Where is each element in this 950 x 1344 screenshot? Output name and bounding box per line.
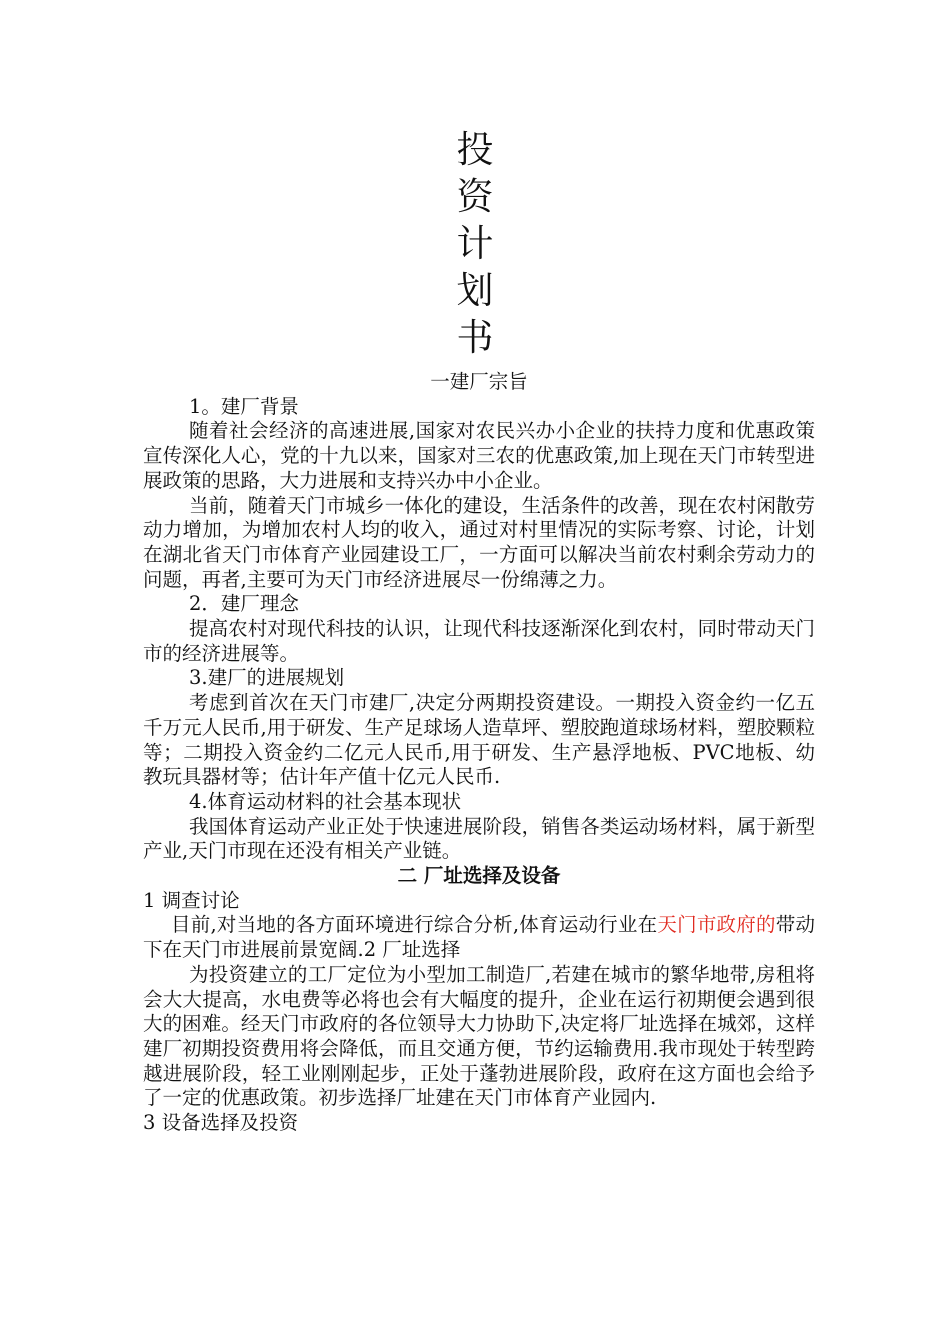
- section-2-heading: 二 厂址选择及设备: [397, 864, 561, 888]
- title-char: 资: [456, 175, 494, 218]
- document-body: [143, 370, 815, 1136]
- subsection-heading-background: 1。建厂背景: [189, 394, 299, 418]
- paragraph-current-situation: 当前，随着天门市城乡一体化的建设，生活条件的改善，现在农村闲散劳动力增加，为增加农村人均的收入，通过对村里情况的实际考察、讨论，计划在湖北省天门市体育产业园建设工厂，一方面可以解决当前农村剩余劳动力的问题，再者,主要可为天门市经济进展尽一份绵薄之力。: [143, 493, 815, 591]
- paragraph-status: 我国体育运动产业正处于快速进展阶段，销售各类运动场材料，属于新型产业,天门市现在还没有相关产业链。: [143, 814, 815, 863]
- paragraph-concept: 提高农村对现代科技的认识，让现代科技逐渐深化到农村，同时带动天门市的经济进展等。: [143, 617, 815, 665]
- section-1-heading: 一建厂宗旨: [430, 370, 528, 393]
- title-char: 书: [456, 316, 494, 359]
- subsection-heading-survey: 1 调查讨论: [143, 888, 240, 912]
- paragraph-survey-text: 目前,对当地的各方面环境进行综合分析,体育运动行业在: [171, 913, 658, 937]
- title-char: 划: [456, 269, 494, 312]
- title-char: 计: [456, 222, 494, 265]
- paragraph-survey: [143, 913, 815, 962]
- paragraph-site-selection: 为投资建立的工厂定位为小型加工制造厂,若建在城市的繁华地带,房租将会大大提高，水电费等必将也会有大幅度的提升，企业在运行初期便会遇到很大的困难。经天门市政府的各位领导大力协助下,决定将厂址选择在城郊，这样建厂初期投资费用将会降低，而且交通方便，节约运输费用.我市现处于转型跨越进展阶段，轻工业刚刚起步，正处于蓬勃进展阶段，政府在这方面也会给予了一定的优惠政策。初步选择厂址建在天门市体育产业园内.: [143, 962, 815, 1110]
- paragraph-background: 随着社会经济的高速进展,国家对农民兴办小企业的扶持力度和优惠政策宣传深化人心，党的十九以来，国家对三农的优惠政策,加上现在天门市转型进展政策的思路，大力进展和支持兴办中小企业。: [143, 419, 815, 492]
- document-title: [0, 126, 950, 361]
- subsection-heading-status: 4.体育运动材料的社会基本现状: [189, 789, 462, 813]
- subsection-heading-plan: 3.建厂的进展规划: [189, 666, 345, 690]
- paragraph-survey-text-cont: 带动下在天门市进展前景宽阔.2 厂址选择: [143, 913, 815, 962]
- subsection-heading-equipment: 3 设备选择及投资: [143, 1111, 299, 1135]
- title-char: 投: [456, 128, 494, 171]
- subsection-heading-concept: 2．建厂理念: [189, 592, 299, 616]
- highlighted-text: 天门市政府的: [657, 913, 776, 937]
- paragraph-plan: 考虑到首次在天门市建厂,决定分两期投资建设。一期投入资金约一亿五千万元人民币,用于研发、生产足球场人造草坪、塑胶跑道球场材料，塑胶颗粒等；二期投入资金约二亿元人民币,用于研发、生产悬浮地板、PVC地板、幼教玩具器材等；估计年产值十亿元人民币.: [143, 691, 815, 789]
